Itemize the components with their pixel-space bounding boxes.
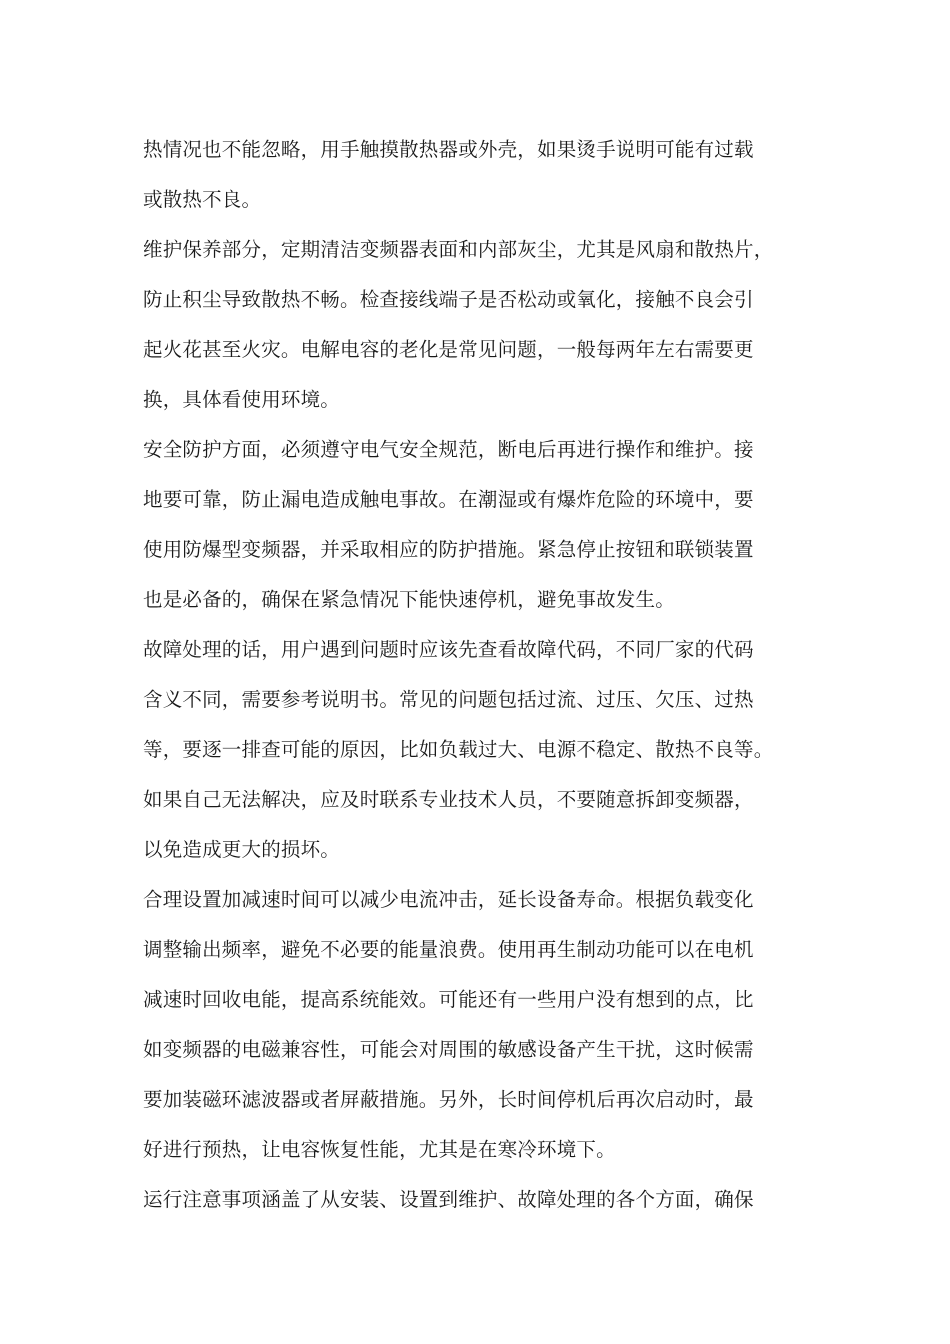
paragraph-optimization bbox=[143, 875, 823, 1175]
text-line: 换，具体看使用环境。 bbox=[143, 388, 341, 411]
text-line: 也是必备的，确保在紧急情况下能快速停机，避免事故发生。 bbox=[143, 588, 675, 611]
text-line: 要加装磁环滤波器或者屏蔽措施。另外，长时间停机后再次启动时，最 bbox=[143, 1088, 754, 1111]
text-line: 起火花甚至火灾。电解电容的老化是常见问题，一般每两年左右需要更 bbox=[143, 338, 754, 361]
text-line: 含义不同，需要参考说明书。常见的问题包括过流、过压、欠压、过热 bbox=[143, 688, 754, 711]
text-line: 如果自己无法解决，应及时联系专业技术人员，不要随意拆卸变频器， bbox=[143, 788, 754, 811]
text-line: 如变频器的电磁兼容性，可能会对周围的敏感设备产生干扰，这时候需 bbox=[143, 1038, 754, 1061]
text-line: 地要可靠，防止漏电造成触电事故。在潮湿或有爆炸危险的环境中，要 bbox=[143, 488, 754, 511]
paragraph-summary bbox=[143, 1175, 823, 1225]
text-line: 以免造成更大的损坏。 bbox=[143, 838, 341, 861]
paragraph-troubleshooting bbox=[143, 625, 823, 875]
text-line: 等，要逐一排查可能的原因，比如负载过大、电源不稳定、散热不良等。 bbox=[143, 738, 774, 761]
text-line: 使用防爆型变频器，并采取相应的防护措施。紧急停止按钮和联锁装置 bbox=[143, 538, 754, 561]
paragraph-heat-check bbox=[143, 125, 823, 225]
text-line: 或散热不良。 bbox=[143, 188, 262, 211]
text-line: 合理设置加减速时间可以减少电流冲击，延长设备寿命。根据负载变化 bbox=[143, 888, 754, 911]
paragraph-safety bbox=[143, 425, 823, 625]
text-line: 防止积尘导致散热不畅。检查接线端子是否松动或氧化，接触不良会引 bbox=[143, 288, 754, 311]
text-line: 热情况也不能忽略，用手触摸散热器或外壳，如果烫手说明可能有过载 bbox=[143, 138, 754, 161]
body-text bbox=[143, 125, 823, 1225]
paragraph-maintenance bbox=[143, 225, 823, 425]
text-line: 减速时回收电能，提高系统能效。可能还有一些用户没有想到的点，比 bbox=[143, 988, 754, 1011]
text-line: 运行注意事项涵盖了从安装、设置到维护、故障处理的各个方面，确保 bbox=[143, 1188, 754, 1211]
text-line: 好进行预热，让电容恢复性能，尤其是在寒冷环境下。 bbox=[143, 1138, 616, 1161]
text-line: 故障处理的话，用户遇到问题时应该先查看故障代码，不同厂家的代码 bbox=[143, 638, 754, 661]
text-line: 调整输出频率，避免不必要的能量浪费。使用再生制动功能可以在电机 bbox=[143, 938, 754, 961]
text-line: 维护保养部分，定期清洁变频器表面和内部灰尘，尤其是风扇和散热片， bbox=[143, 238, 774, 261]
text-line: 安全防护方面，必须遵守电气安全规范，断电后再进行操作和维护。接 bbox=[143, 438, 754, 461]
